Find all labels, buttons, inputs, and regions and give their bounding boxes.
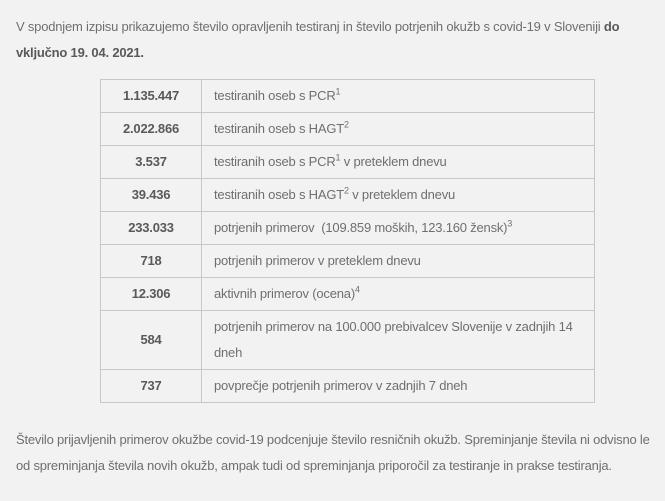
stat-label-text: povprečje potrjenih primerov v zadnjih 7 dneh: [214, 378, 468, 393]
stat-label-suffix: v preteklem dnevu: [348, 187, 456, 202]
stat-label: [202, 146, 595, 179]
stat-label-suffix: v preteklem dnevu: [340, 154, 447, 169]
stat-label: [202, 179, 595, 212]
stat-value: 2.022.866: [101, 113, 202, 146]
stat-label-text: aktivnih primerov (ocena): [214, 286, 355, 301]
footnote-marker: 2: [344, 119, 349, 130]
stats-table: [100, 79, 595, 403]
stat-value: 1.135.447: [101, 80, 202, 113]
footnote-marker: 4: [354, 284, 360, 295]
table-row: [101, 212, 595, 245]
stat-label: [202, 278, 595, 311]
stat-value: 3.537: [101, 146, 202, 179]
stat-value: 584: [101, 311, 202, 370]
stat-value: 718: [101, 245, 202, 278]
intro-paragraph: [16, 14, 650, 66]
stat-label-text: testiranih oseb s PCR: [214, 154, 336, 169]
table-row: [101, 245, 595, 278]
stat-value: 39.436: [101, 179, 202, 212]
stat-value: 737: [101, 370, 202, 403]
intro-text: V spodnjem izpisu prikazujemo število opravljenih testiranj in število potrjenih okužb s covid-19 v Sloveniji: [16, 19, 604, 34]
stat-label-text: testiranih oseb s HAGT: [214, 121, 344, 136]
stat-label: [202, 311, 595, 370]
table-row: [101, 146, 595, 179]
stat-label: [202, 370, 595, 403]
stat-label-text: testiranih oseb s HAGT: [214, 187, 344, 202]
footnote-marker: 1: [335, 86, 341, 97]
stat-label: [202, 212, 595, 245]
stat-label-text: testiranih oseb s PCR: [214, 88, 336, 103]
footnote-marker: 2: [344, 185, 349, 196]
stat-label-text: potrjenih primerov v preteklem dnevu: [214, 253, 421, 268]
stat-label: [202, 80, 595, 113]
stat-label: [202, 113, 595, 146]
stat-label-text: potrjenih primerov na 100.000 prebivalcev Slovenije v zadnjih 14 dneh: [214, 319, 573, 360]
footnote-marker: 3: [507, 218, 513, 229]
table-row: [101, 370, 595, 403]
table-row: [101, 80, 595, 113]
intro-bold-date: do vključno 19. 04. 2021.: [16, 19, 620, 60]
footer-paragraph: Število prijavljenih primerov okužbe covid-19 podcenjuje število resničnih okužb. Spreminjanje števila ni odvisno le od spreminjanja števila novih okužb, ampak tudi od spreminjanja priporočil za testiranje in prakse testiranja.: [16, 432, 650, 473]
stat-label: [202, 245, 595, 278]
stat-label-text: potrjenih primerov (109.859 moških, 123.160 žensk): [214, 220, 508, 235]
stats-table-body: [101, 80, 595, 403]
stat-value: 12.306: [101, 278, 202, 311]
table-row: [101, 179, 595, 212]
stat-value: 233.033: [101, 212, 202, 245]
footnote-marker: 1: [335, 152, 341, 163]
table-row: [101, 311, 595, 370]
table-row: [101, 113, 595, 146]
table-row: [101, 278, 595, 311]
